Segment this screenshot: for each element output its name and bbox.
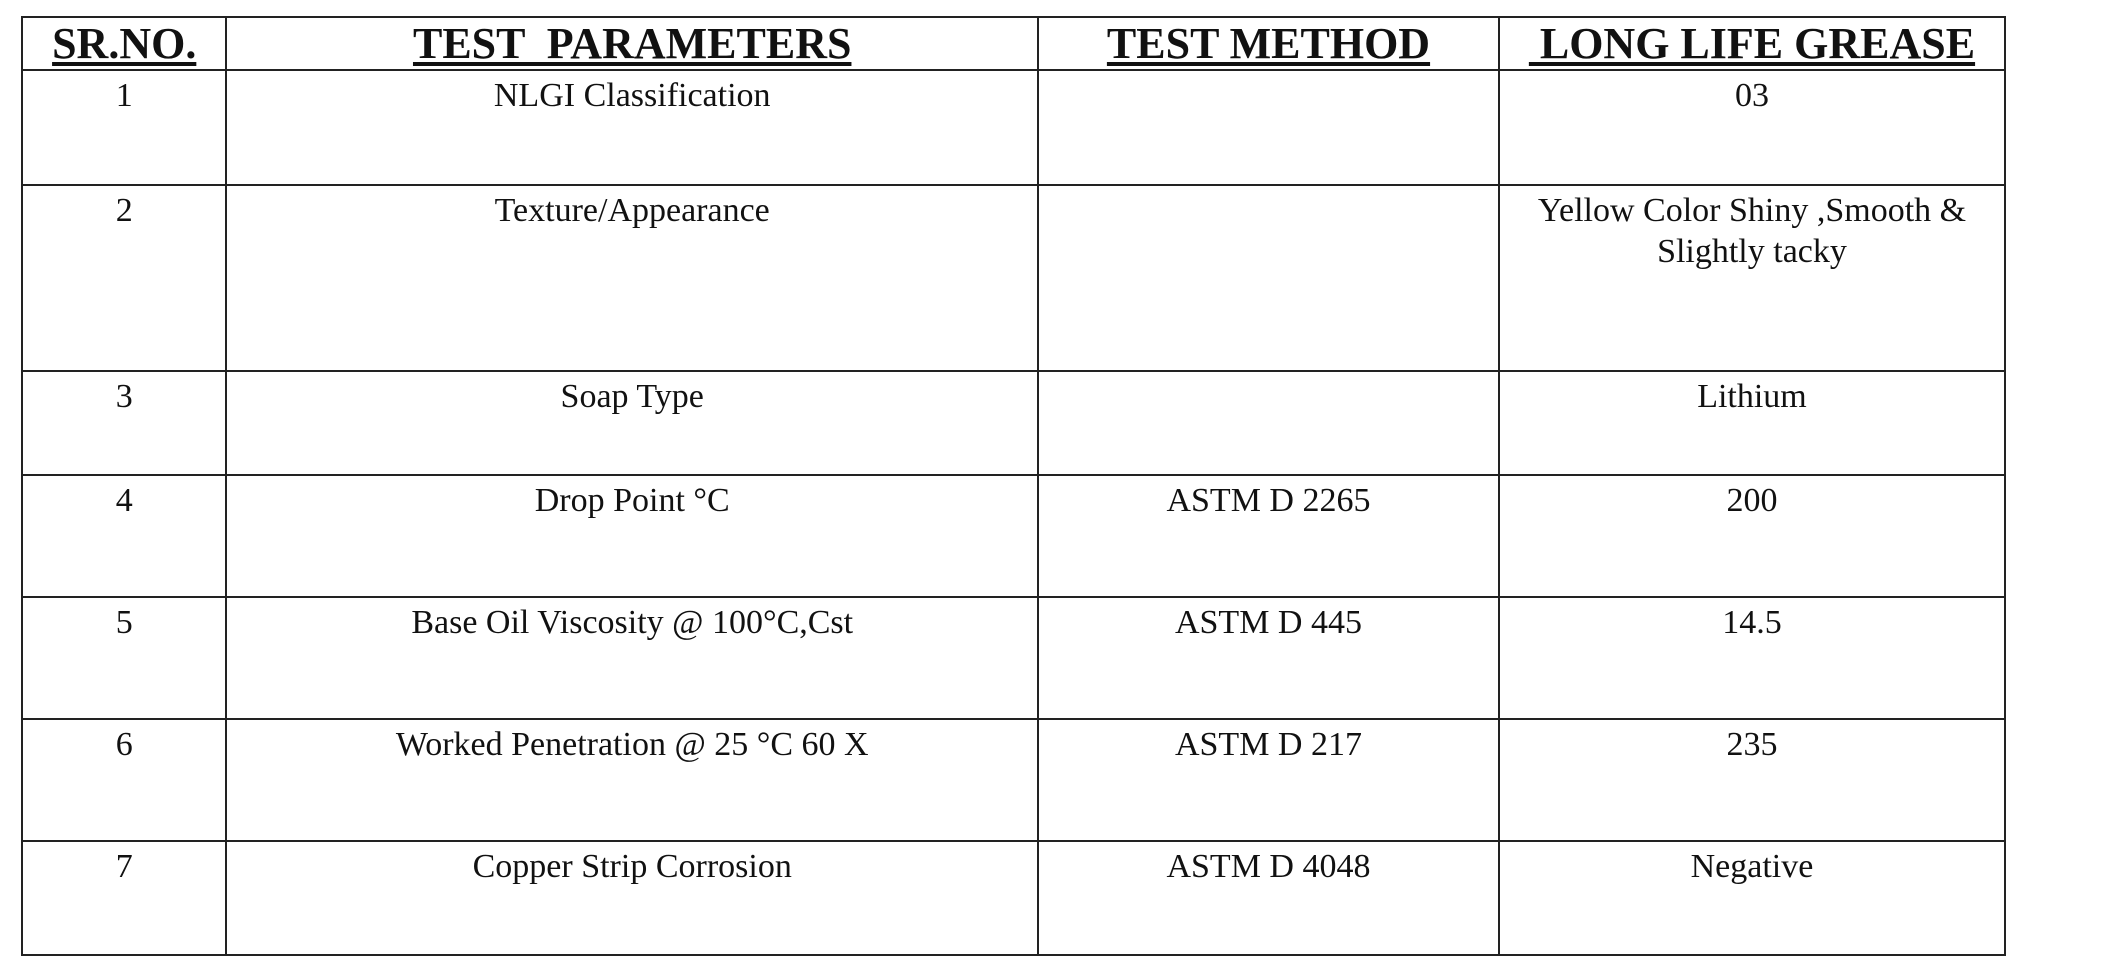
method-cell	[1038, 371, 1499, 475]
sr-no-cell	[22, 475, 226, 597]
method-cell	[1038, 475, 1499, 597]
sr-no-text: 1	[115, 77, 133, 114]
parameter-cell	[226, 70, 1038, 185]
table-row	[22, 371, 2005, 475]
value-text: Lithium	[1697, 378, 1807, 415]
method-text	[1039, 71, 1498, 75]
parameter-text: Drop Point °C	[534, 482, 730, 519]
sr-no-cell	[22, 597, 226, 719]
parameter-text: Copper Strip Corrosion	[472, 848, 792, 885]
method-cell	[1038, 70, 1499, 185]
parameter-cell	[226, 841, 1038, 955]
sr-no-text: 2	[115, 192, 133, 229]
value-cell	[1499, 841, 2005, 955]
parameter-text: Soap Type	[560, 378, 704, 415]
sr-no-text: 5	[115, 604, 133, 641]
value-text: 14.5	[1722, 604, 1782, 641]
method-text: ASTM D 445	[1174, 604, 1362, 641]
table-row	[22, 841, 2005, 955]
table-row	[22, 70, 2005, 185]
value-text: 03	[1734, 77, 1769, 114]
method-text: ASTM D 217	[1174, 726, 1362, 763]
sr-no-cell	[22, 185, 226, 371]
method-text	[1039, 372, 1498, 376]
method-text: ASTM D 4048	[1166, 848, 1371, 885]
method-text	[1039, 186, 1498, 190]
value-text: 200	[1726, 482, 1778, 519]
grease-spec-table	[21, 16, 2006, 956]
header-test-method: TEST METHOD	[1038, 17, 1499, 70]
value-text: Yellow Color Shiny ,Smooth & Slightly tacky	[1537, 192, 1967, 270]
value-cell	[1499, 70, 2005, 185]
parameter-cell	[226, 185, 1038, 371]
table-row	[22, 597, 2005, 719]
parameter-cell	[226, 371, 1038, 475]
method-cell	[1038, 719, 1499, 841]
value-cell	[1499, 719, 2005, 841]
sr-no-cell	[22, 719, 226, 841]
value-cell	[1499, 371, 2005, 475]
parameter-text: Texture/Appearance	[494, 192, 770, 229]
sr-no-text: 4	[115, 482, 133, 519]
table-header-row	[22, 17, 2005, 70]
parameter-text: Worked Penetration @ 25 °C 60 X	[395, 726, 869, 763]
table-row	[22, 475, 2005, 597]
value-cell	[1499, 475, 2005, 597]
parameter-cell	[226, 719, 1038, 841]
parameter-cell	[226, 597, 1038, 719]
value-cell	[1499, 185, 2005, 371]
parameter-text: Base Oil Viscosity @ 100°C,Cst	[411, 604, 854, 641]
sr-no-cell	[22, 70, 226, 185]
method-cell	[1038, 597, 1499, 719]
header-sr-no: SR.NO.	[22, 17, 226, 70]
parameter-text: NLGI Classification	[493, 77, 771, 114]
header-test-parameters: TEST PARAMETERS	[226, 17, 1038, 70]
method-cell	[1038, 841, 1499, 955]
sr-no-text: 6	[115, 726, 133, 763]
sr-no-cell	[22, 371, 226, 475]
sr-no-text: 3	[115, 378, 133, 415]
spec-sheet	[21, 16, 2006, 956]
sr-no-cell	[22, 841, 226, 955]
value-text: 235	[1726, 726, 1778, 763]
table-row	[22, 719, 2005, 841]
method-cell	[1038, 185, 1499, 371]
parameter-cell	[226, 475, 1038, 597]
method-text: ASTM D 2265	[1166, 482, 1371, 519]
value-cell	[1499, 597, 2005, 719]
sr-no-text: 7	[115, 848, 133, 885]
table-row	[22, 185, 2005, 371]
header-long-life-grease: LONG LIFE GREASE	[1499, 17, 2005, 70]
value-text: Negative	[1690, 848, 1814, 885]
